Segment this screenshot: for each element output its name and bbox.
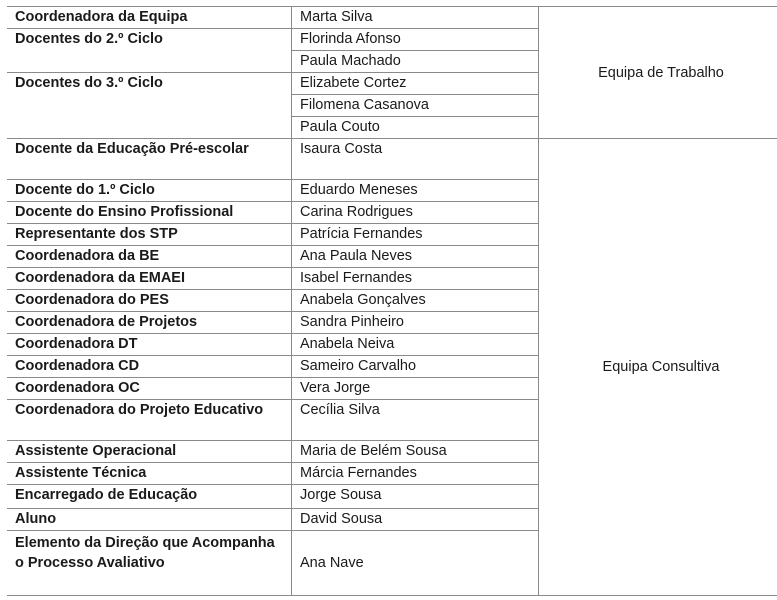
role-cell: Docente do Ensino Profissional xyxy=(7,202,292,224)
name-cell: Filomena Casanova xyxy=(292,95,539,117)
role-cell: Representante dos STP xyxy=(7,224,292,246)
name-cell: Paula Machado xyxy=(292,51,539,73)
role-cell: Docentes do 2.º Ciclo xyxy=(7,29,292,51)
name-cell: Anabela Neiva xyxy=(292,334,539,356)
name-cell: Anabela Gonçalves xyxy=(292,290,539,312)
role-cell: Coordenadora da EMAEI xyxy=(7,268,292,290)
role-cell: Docente do 1.º Ciclo xyxy=(7,180,292,202)
name-cell: Eduardo Meneses xyxy=(292,180,539,202)
name-cell: Florinda Afonso xyxy=(292,29,539,51)
role-cell: Aluno xyxy=(7,509,292,531)
role-cell: Coordenadora CD xyxy=(7,356,292,378)
name-cell: Cecília Silva xyxy=(292,400,539,441)
role-cell: Elemento da Direção que Acompanha o Processo Avaliativo xyxy=(7,531,292,596)
name-cell: Paula Couto xyxy=(292,117,539,139)
group-consult-label: Equipa Consultiva xyxy=(539,139,777,596)
name-cell: Carina Rodrigues xyxy=(292,202,539,224)
role-cell: Assistente Operacional xyxy=(7,441,292,463)
name-cell: Vera Jorge xyxy=(292,378,539,400)
name-cell: Marta Silva xyxy=(292,7,539,29)
name-cell: Sandra Pinheiro xyxy=(292,312,539,334)
table-row xyxy=(7,139,777,180)
role-cell: Coordenadora DT xyxy=(7,334,292,356)
group-work-label: Equipa de Trabalho xyxy=(539,7,777,139)
role-cell: Coordenadora de Projetos xyxy=(7,312,292,334)
name-cell: Ana Paula Neves xyxy=(292,246,539,268)
name-cell: Jorge Sousa xyxy=(292,485,539,509)
name-cell: Sameiro Carvalho xyxy=(292,356,539,378)
table-row xyxy=(7,7,777,29)
role-cell xyxy=(7,117,292,139)
name-cell: Isaura Costa xyxy=(292,139,539,180)
name-cell: Elizabete Cortez xyxy=(292,73,539,95)
role-cell: Coordenadora do Projeto Educativo xyxy=(7,400,292,441)
name-cell: Ana Nave xyxy=(292,531,539,596)
name-cell: Márcia Fernandes xyxy=(292,463,539,485)
role-cell: Docentes do 3.º Ciclo xyxy=(7,73,292,95)
name-cell: Patrícia Fernandes xyxy=(292,224,539,246)
role-cell: Encarregado de Educação xyxy=(7,485,292,509)
role-cell xyxy=(7,51,292,73)
role-cell: Coordenadora da BE xyxy=(7,246,292,268)
role-cell xyxy=(7,95,292,117)
name-cell: David Sousa xyxy=(292,509,539,531)
name-cell: Isabel Fernandes xyxy=(292,268,539,290)
role-cell: Docente da Educação Pré-escolar xyxy=(7,139,292,180)
role-cell: Coordenadora do PES xyxy=(7,290,292,312)
role-cell: Coordenadora OC xyxy=(7,378,292,400)
role-cell: Coordenadora da Equipa xyxy=(7,7,292,29)
team-table xyxy=(7,6,777,596)
name-cell: Maria de Belém Sousa xyxy=(292,441,539,463)
role-cell: Assistente Técnica xyxy=(7,463,292,485)
